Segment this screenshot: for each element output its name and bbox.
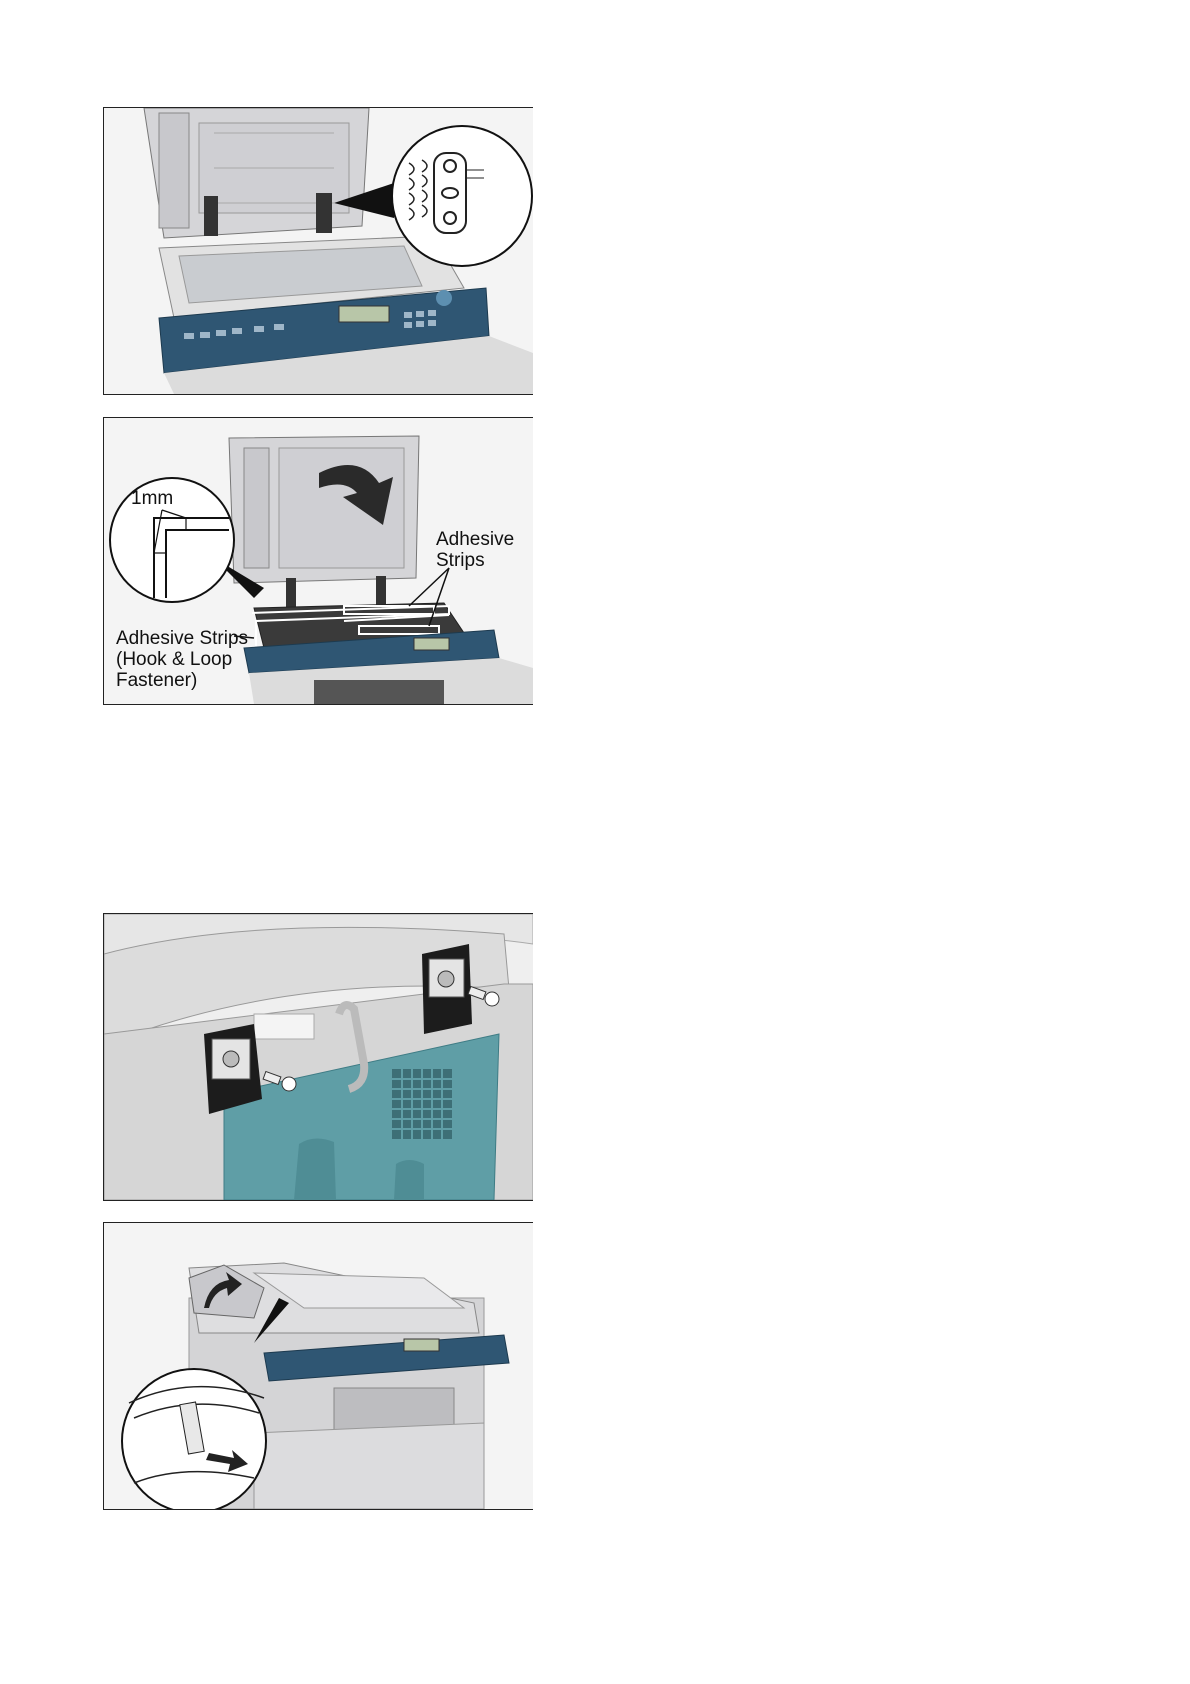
hinge-right bbox=[316, 193, 332, 233]
figure-adhesive-strips bbox=[103, 417, 533, 705]
figure-3-illustration bbox=[104, 914, 533, 1200]
figure-rear-hinge-screws bbox=[103, 913, 533, 1201]
hook-loop-label-line2: (Hook & Loop bbox=[116, 649, 233, 670]
dimension-label: 1mm bbox=[131, 488, 174, 509]
hook-loop-label-line3: Fastener) bbox=[116, 670, 198, 691]
adhesive-strips-label-line2: Strips bbox=[436, 550, 485, 571]
adhesive-strips-label-line1: Adhesive bbox=[436, 529, 515, 550]
hook-loop-label-line1: Adhesive Strips bbox=[116, 628, 249, 649]
figure-1-illustration bbox=[104, 108, 533, 394]
figure-adf-lever bbox=[103, 1222, 533, 1510]
figure-2-illustration bbox=[104, 418, 533, 704]
figure-4-illustration bbox=[104, 1223, 533, 1509]
figure-open-cover-hinges bbox=[103, 107, 533, 395]
hinge-left bbox=[204, 196, 218, 236]
